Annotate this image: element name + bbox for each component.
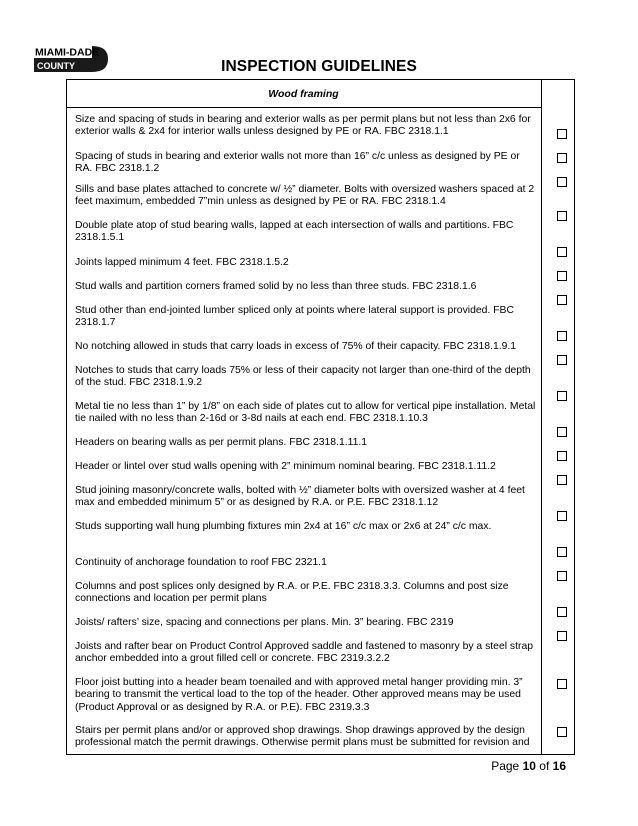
guideline-item: Metal tie no less than 1” by 1/8” on each side of plates cut to allow for vertical pipe installation. Metal tie nailed with no less than 2-16d or 3-8d nails at each end. FBC 2318.1.10.3 — [75, 401, 536, 425]
guideline-item: Columns and post splices only designed by R.A. or P.E. FBC 2318.3.3. Columns and post size connections and location per permit plans — [75, 581, 509, 605]
guideline-item: Spacing of studs in bearing and exterior walls not more than 16” c/c unless as designed by PE or RA. FBC 2318.1.2 — [75, 151, 520, 175]
item-checkbox[interactable] — [557, 391, 567, 401]
item-checkbox[interactable] — [557, 295, 567, 305]
page-number — [491, 759, 566, 773]
item-checkbox[interactable] — [557, 177, 567, 187]
guideline-item: Continuity of anchorage foundation to roof FBC 2321.1 — [75, 557, 327, 568]
guideline-item: Stairs per permit plans and/or or approved shop drawings. Shop drawings approved by the design professional match the permit drawings. Otherwise permit plans must be submitted for revision and — [75, 725, 530, 749]
guideline-item: Stud walls and partition corners framed solid by no less than three studs. FBC 2318.1.6 — [75, 281, 477, 292]
guideline-item: No notching allowed in studs that carry loads in excess of 75% of their capacity. FBC 2318.1.9.1 — [75, 341, 517, 352]
of-word: of — [539, 759, 550, 773]
item-checkbox[interactable] — [557, 247, 567, 257]
guideline-item: Studs supporting wall hung plumbing fixtures min 2x4 at 16” c/c max or 2x6 at 24” c/c max. — [75, 521, 492, 532]
page-total: 16 — [552, 759, 566, 773]
item-checkbox[interactable] — [557, 331, 567, 341]
guideline-item: Double plate atop of stud bearing walls, lapped at each intersection of walls and partitions. FBC 2318.1.5.1 — [75, 220, 514, 244]
item-checkbox[interactable] — [557, 129, 567, 139]
item-checkbox[interactable] — [557, 571, 567, 581]
guideline-item: Stud other than end-jointed lumber spliced only at points where lateral support is provided. FBC 2318.1.7 — [75, 305, 514, 329]
section-heading: Wood framing — [268, 88, 339, 100]
item-checkbox[interactable] — [557, 427, 567, 437]
item-checkbox[interactable] — [557, 475, 567, 485]
item-checkbox[interactable] — [557, 631, 567, 641]
guideline-item: Stud joining masonry/concrete walls, bolted with ½” diameter bolts with oversized washer at 4 feet max and embedded minimum 5” or as designed by R.A. or P.E. FBC 2318.1.12 — [75, 485, 525, 509]
guideline-item: Floor joist butting into a header beam toenailed and with approved metal hanger providing min. 3” bearing to transmit the vertical load to the top of the header. Other approved means may be used (Product Approval or as designed by R.A. or P.E). FBC 2319.3.3 — [75, 677, 523, 713]
item-checkbox[interactable] — [557, 727, 567, 737]
guideline-item: Header or lintel over stud walls opening with 2” minimum nominal bearing. FBC 2318.1.11.2 — [75, 461, 496, 472]
checkbox-column-divider — [541, 79, 542, 755]
item-checkbox[interactable] — [557, 679, 567, 689]
guideline-item: Notches to studs that carry loads 75% or less of their capacity not larger than one-third of the depth of the stud. FBC 2318.1.9.2 — [75, 365, 531, 389]
page-current: 10 — [522, 759, 536, 773]
guideline-item: Headers on bearing walls as per permit plans. FBC 2318.1.11.1 — [75, 437, 368, 448]
item-checkbox[interactable] — [557, 451, 567, 461]
item-checkbox[interactable] — [557, 547, 567, 557]
logo-text-line2: COUNTY — [37, 61, 75, 71]
guideline-item: Joists/ rafters’ size, spacing and connections per plans. Min. 3” bearing. FBC 2319 — [75, 617, 454, 628]
page-title: INSPECTION GUIDELINES — [221, 58, 417, 75]
section-header-divider — [66, 107, 541, 108]
item-checkbox[interactable] — [557, 211, 567, 221]
item-checkbox[interactable] — [557, 271, 567, 281]
item-checkbox[interactable] — [557, 607, 567, 617]
page-word: Page — [491, 759, 520, 773]
guideline-item: Joints lapped minimum 4 feet. FBC 2318.1.5.2 — [75, 257, 289, 268]
logo-text-line1: MIAMI-DADE — [35, 46, 100, 59]
item-checkbox[interactable] — [557, 511, 567, 521]
guideline-item: Sills and base plates attached to concrete w/ ½” diameter. Bolts with oversized washers spaced at 2 feet maximum, embedded 7”min unless as designed by PE or RA. FBC 2318.1.4 — [75, 184, 535, 208]
guideline-item: Size and spacing of studs in bearing and exterior walls as per permit plans but not less than 2x6 for exterior walls & 2x4 for interior walls unless designed by PE or RA. FBC 2318.1.1 — [75, 114, 531, 138]
guideline-item: Joists and rafter bear on Product Control Approved saddle and fastened to masonry by a steel strap anchor embedded into a grout filled cell or concrete. FBC 2319.3.2.2 — [75, 641, 534, 665]
item-checkbox[interactable] — [557, 355, 567, 365]
item-checkbox[interactable] — [557, 153, 567, 163]
